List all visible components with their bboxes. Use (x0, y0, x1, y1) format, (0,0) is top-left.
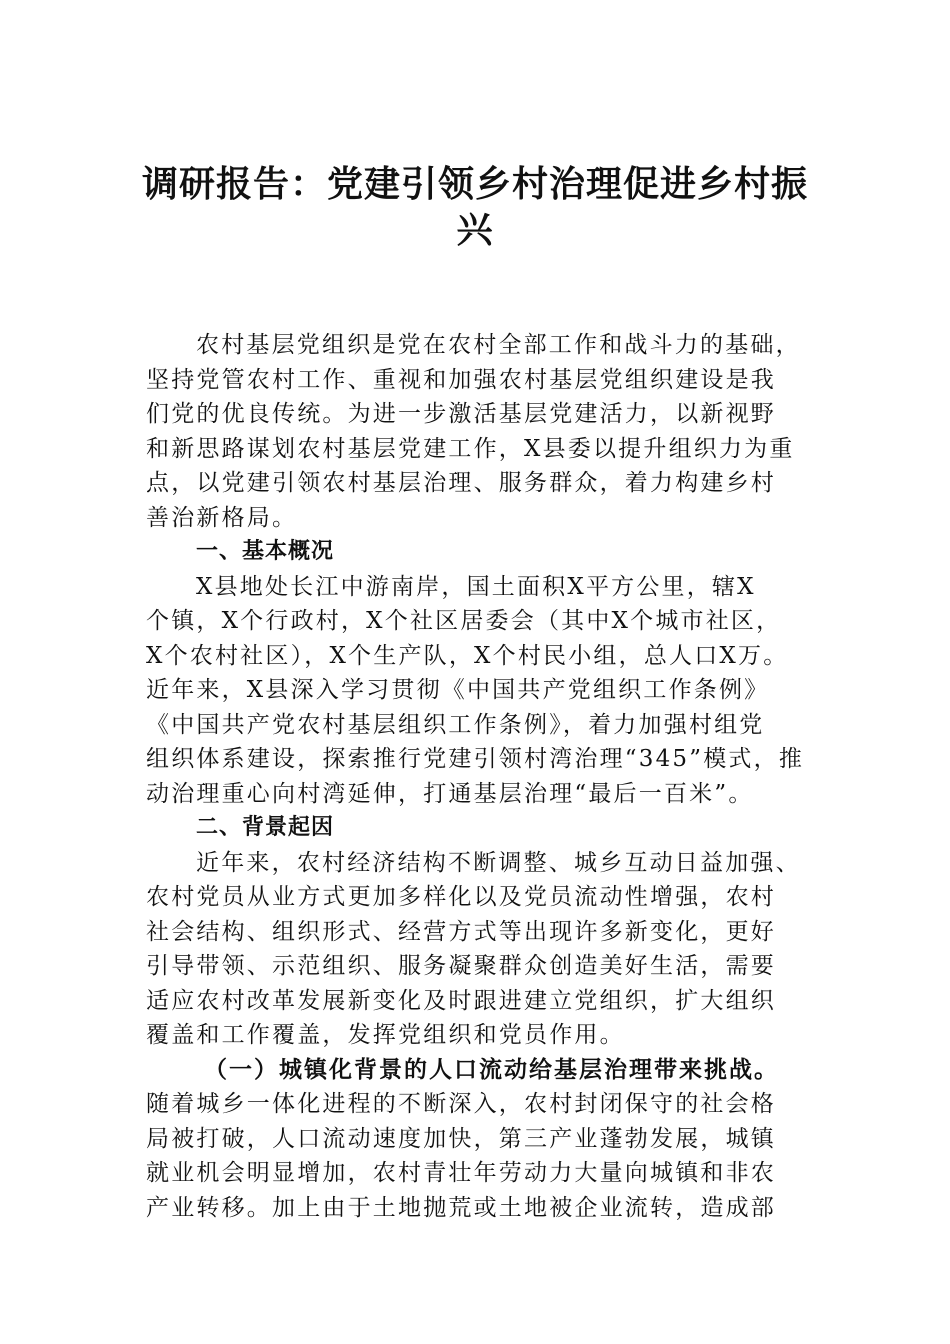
subsection-heading: （一）城镇化背景的人口流动给基层治理带来挑战。 (204, 1055, 779, 1083)
paragraph-line: X县地处长江中游南岸，国土面积X平方公里，辖X (196, 573, 756, 600)
paragraph-line: 社会结构、组织形式、经营方式等出现许多新变化，更好 (146, 918, 776, 945)
paragraph-line: 个镇，X个行政村，X个社区居委会（其中X个城市社区， (146, 608, 782, 634)
paragraph-line: 组织体系建设，探索推行党建引领村湾治理“345”模式，推 (146, 746, 805, 772)
paragraph-line: 覆盖和工作覆盖，发挥党组织和党员作用。 (146, 1022, 625, 1048)
section-heading: 二、背景起因 (196, 815, 335, 840)
paragraph-line: 点，以党建引领农村基层治理、服务群众，着力构建乡村 (146, 470, 776, 496)
paragraph-line: 随着城乡一体化进程的不断深入，农村封闭保守的社会格 (146, 1091, 776, 1117)
document-body (146, 328, 814, 1225)
paragraph-line: 们党的优良传统。为进一步激活基层党建活力，以新视野 (146, 401, 776, 427)
paragraph-line: 农村党员从业方式更加多样化以及党员流动性增强，农村 (146, 884, 776, 910)
section-heading: 一、基本概况 (196, 539, 335, 564)
paragraph-line: 产业转移。加上由于土地抛荒或土地被企业流转，造成部 (146, 1194, 776, 1221)
paragraph-line: X个农村社区），X个生产队，X个村民小组，总人口X万。 (146, 642, 789, 669)
paragraph-line: 近年来，X县深入学习贯彻《中国共产党组织工作条例》 (146, 677, 770, 703)
paragraph-line: 和新思路谋划农村基层党建工作，X县委以提升组织力为重 (146, 435, 795, 462)
paragraph-line: 适应农村改革发展新变化及时跟进建立党组织，扩大组织 (146, 987, 776, 1014)
paragraph-line: 《中国共产党农村基层组织工作条例》，着力加强村组党 (146, 711, 765, 738)
paragraph-line: 善治新格局。 (146, 504, 298, 531)
paragraph-line: 农村基层党组织是党在农村全部工作和战斗力的基础， (196, 332, 801, 358)
paragraph-line: 局被打破，人口流动速度加快，第三产业蓬勃发展，城镇 (146, 1125, 776, 1152)
paragraph-line: 近年来，农村经济结构不断调整、城乡互动日益加强、 (196, 849, 801, 876)
document-title-line-2: 兴 (456, 209, 494, 251)
paragraph-line: 动治理重心向村湾延伸，打通基层治理“最后一百米”。 (146, 780, 754, 807)
paragraph-line: 就业机会明显增加，农村青壮年劳动力大量向城镇和非农 (146, 1160, 776, 1186)
paragraph-line: 坚持党管农村工作、重视和加强农村基层党组织建设是我 (146, 366, 776, 393)
document-title-line-1: 调研报告：党建引领乡村治理促进乡村振 (141, 163, 808, 205)
paragraph-line: 引导带领、示范组织、服务凝聚群众创造美好生活，需要 (146, 953, 776, 979)
